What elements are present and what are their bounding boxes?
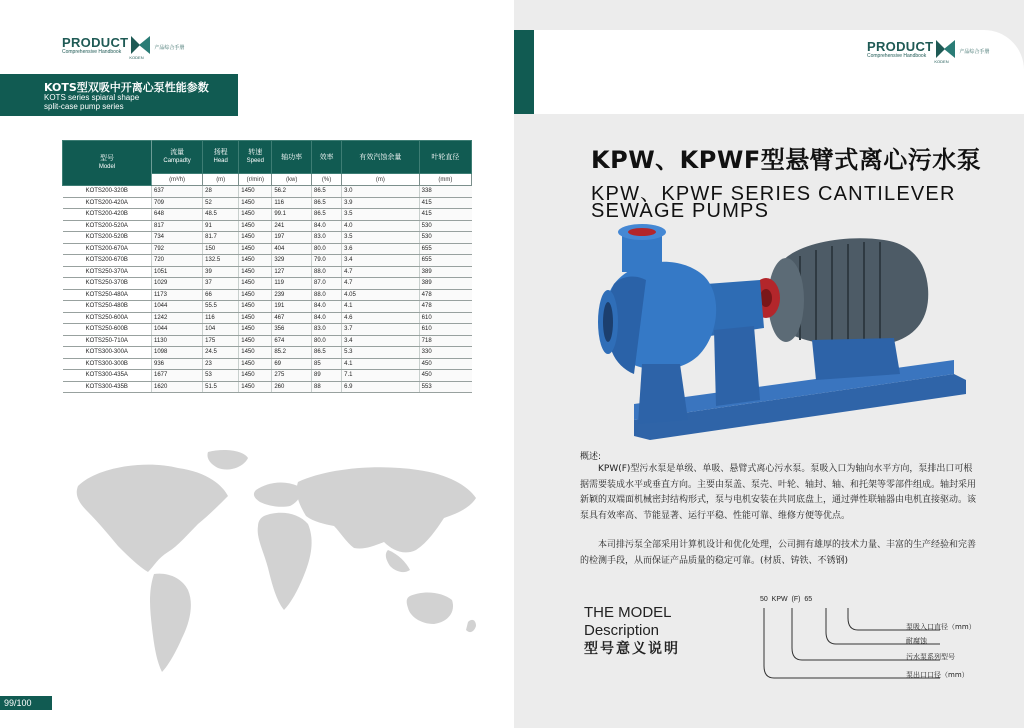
value-cell: 329: [272, 255, 312, 267]
value-cell: 1450: [239, 186, 272, 198]
value-cell: 610: [419, 324, 471, 336]
value-cell: 1450: [239, 370, 272, 382]
header-cn: 扬程: [213, 149, 228, 156]
model-cell: KOTS250-600B: [63, 324, 152, 336]
value-cell: 4.0: [342, 220, 420, 232]
value-cell: 648: [152, 209, 203, 221]
value-cell: 3.4: [342, 335, 420, 347]
value-cell: 3.6: [342, 243, 420, 255]
value-cell: 637: [152, 186, 203, 198]
header-cn: 转速: [248, 149, 263, 156]
value-cell: 674: [272, 335, 312, 347]
table-row: [63, 255, 472, 267]
value-cell: 116: [203, 312, 239, 324]
table-header-cell: [272, 141, 312, 174]
table-row: [63, 381, 472, 393]
value-cell: 37: [203, 278, 239, 290]
koden-logo-icon: KODEN: [131, 36, 151, 56]
value-cell: 478: [419, 301, 471, 313]
koden-logo-icon: KODEN: [936, 40, 956, 60]
value-cell: 55.5: [203, 301, 239, 313]
value-cell: 4.6: [342, 312, 420, 324]
overview-paragraph-2: 本司排污泵全部采用计算机设计和优化处理，公司拥有雄厚的技术力量、丰富的生产经验和完善的检测手段，从而保证产品质量的稳定可靠。(材质、铸铁、不锈钢): [580, 540, 977, 566]
value-cell: 175: [203, 335, 239, 347]
value-cell: 1450: [239, 358, 272, 370]
product-logo-right: [867, 39, 990, 64]
model-cell: KOTS200-670B: [63, 255, 152, 267]
value-cell: 415: [419, 197, 471, 209]
value-cell: 85.2: [272, 347, 312, 359]
value-cell: 1450: [239, 301, 272, 313]
label-series-model: 污水泵系列型号: [906, 653, 955, 661]
model-cell: KOTS250-370A: [63, 266, 152, 278]
product-title-cn: KPW、KPWF型悬臂式离心污水泵: [591, 146, 982, 174]
value-cell: 48.5: [203, 209, 239, 221]
table-header-cell: [203, 141, 239, 174]
value-cell: 1450: [239, 312, 272, 324]
value-cell: 1130: [152, 335, 203, 347]
product-title-en-line1: KPW、KPWF SERIES CANTILEVER: [591, 183, 956, 205]
model-cell: KOTS300-435A: [63, 370, 152, 382]
value-cell: 709: [152, 197, 203, 209]
table-row: [63, 312, 472, 324]
value-cell: 1450: [239, 335, 272, 347]
overview-heading: 概述:: [580, 452, 602, 462]
table-row: [63, 197, 472, 209]
header-cn: 流量: [170, 149, 185, 156]
unit-cell: (m): [342, 174, 420, 186]
section-title-cn: KOTS型双吸中开离心泵性能参数: [44, 81, 209, 94]
logo-sub: Comprehensive Handbook: [62, 49, 122, 55]
sewage-pump-image: [594, 224, 974, 442]
value-cell: 197: [272, 232, 312, 244]
value-cell: 356: [272, 324, 312, 336]
performance-table: [62, 140, 472, 393]
value-cell: 1450: [239, 278, 272, 290]
value-cell: 1620: [152, 381, 203, 393]
value-cell: 610: [419, 312, 471, 324]
value-cell: 4.1: [342, 358, 420, 370]
table-header-cell: [312, 141, 342, 174]
value-cell: 66: [203, 289, 239, 301]
value-cell: 81.7: [203, 232, 239, 244]
table-header-cell: [419, 141, 471, 174]
value-cell: 1029: [152, 278, 203, 290]
value-cell: 127: [272, 266, 312, 278]
model-cell: KOTS300-435B: [63, 381, 152, 393]
value-cell: 86.5: [312, 209, 342, 221]
unit-cell: (kw): [272, 174, 312, 186]
value-cell: 85: [312, 358, 342, 370]
value-cell: 3.5: [342, 209, 420, 221]
table-row: [63, 232, 472, 244]
value-cell: 6.9: [342, 381, 420, 393]
value-cell: 817: [152, 220, 203, 232]
model-cell: KOTS250-480B: [63, 301, 152, 313]
table-header-cell: [152, 141, 203, 174]
table-header-cell: [239, 141, 272, 174]
table-row: [63, 370, 472, 382]
unit-cell: (m): [203, 174, 239, 186]
value-cell: 88.0: [312, 266, 342, 278]
value-cell: 1450: [239, 197, 272, 209]
value-cell: 28: [203, 186, 239, 198]
value-cell: 84.0: [312, 312, 342, 324]
table-row: [63, 289, 472, 301]
value-cell: 104: [203, 324, 239, 336]
value-cell: 1242: [152, 312, 203, 324]
product-logo-left: [62, 35, 185, 60]
value-cell: 84.0: [312, 301, 342, 313]
value-cell: 4.7: [342, 278, 420, 290]
section-title-en: KOTS series spiaral shape split-case pump series: [44, 93, 140, 111]
table-row: [63, 243, 472, 255]
value-cell: 1044: [152, 324, 203, 336]
unit-cell: (%): [312, 174, 342, 186]
value-cell: 119: [272, 278, 312, 290]
logo-cn: 产品综合手册: [154, 45, 185, 51]
value-cell: 415: [419, 209, 471, 221]
model-cell: KOTS200-520A: [63, 220, 152, 232]
header-en: Model: [98, 164, 116, 170]
header-cn: 轴功率: [281, 153, 303, 161]
world-map-image: [58, 446, 508, 682]
overview-paragraph-1: KPW(F)型污水泵是单级、单吸、悬臂式离心污水泵。泵吸入口为轴向水平方向，泵排出口可根据需要装成水平或垂直方向。主要由泵盖、泵壳、叶轮、轴封、轴、和托架等零部件组成。轴封采用新颖的双端面机械密封结构形式，泵与电机安装在共同底盘上，通过弹性联轴器由电机直接驱动。该泵具有效率高、节能显著、运行平稳、性能可靠、维修方便等优点。: [580, 464, 977, 521]
logo-sub: Comprehensive Handbook: [867, 53, 927, 59]
value-cell: 553: [419, 381, 471, 393]
logo-brand: PRODUCT: [867, 39, 934, 54]
value-cell: 655: [419, 243, 471, 255]
value-cell: 89: [312, 370, 342, 382]
value-cell: 86.5: [312, 186, 342, 198]
unit-cell: (r/min): [239, 174, 272, 186]
value-cell: 88: [312, 381, 342, 393]
value-cell: 4.7: [342, 266, 420, 278]
value-cell: 1051: [152, 266, 203, 278]
value-cell: 1450: [239, 324, 272, 336]
table-row: [63, 358, 472, 370]
label-corrosion-resistant: 耐腐蚀: [906, 637, 927, 645]
product-title-en-line2: SEWAGE PUMPS: [591, 200, 770, 222]
model-cell: KOTS200-420A: [63, 197, 152, 209]
unit-cell: (mm): [419, 174, 471, 186]
value-cell: 1450: [239, 220, 272, 232]
value-cell: 241: [272, 220, 312, 232]
model-cell: KOTS250-600A: [63, 312, 152, 324]
value-cell: 1450: [239, 243, 272, 255]
model-cell: KOTS200-670A: [63, 243, 152, 255]
value-cell: 87.0: [312, 278, 342, 290]
value-cell: 91: [203, 220, 239, 232]
table-row: [63, 324, 472, 336]
value-cell: 1173: [152, 289, 203, 301]
value-cell: 88.0: [312, 289, 342, 301]
value-cell: 83.0: [312, 324, 342, 336]
value-cell: 260: [272, 381, 312, 393]
value-cell: 5.3: [342, 347, 420, 359]
value-cell: 389: [419, 278, 471, 290]
value-cell: 734: [152, 232, 203, 244]
label-discharge-diameter: 泵出口口径（mm）: [906, 671, 969, 679]
header-en: Campadty: [163, 158, 191, 164]
header-cn: 型号: [100, 155, 114, 162]
value-cell: 51.5: [203, 381, 239, 393]
value-cell: 389: [419, 266, 471, 278]
value-cell: 338: [419, 186, 471, 198]
model-cell: KOTS250-370B: [63, 278, 152, 290]
model-cell: KOTS250-710A: [63, 335, 152, 347]
value-cell: 1677: [152, 370, 203, 382]
value-cell: 1044: [152, 301, 203, 313]
model-cell: KOTS300-300B: [63, 358, 152, 370]
model-code: 50 KPW (F) 65: [760, 596, 813, 603]
value-cell: 404: [272, 243, 312, 255]
value-cell: 1450: [239, 381, 272, 393]
header-en: Head: [213, 158, 228, 164]
value-cell: 1450: [239, 347, 272, 359]
value-cell: 1450: [239, 209, 272, 221]
value-cell: 99.1: [272, 209, 312, 221]
table-row: [63, 209, 472, 221]
value-cell: 3.0: [342, 186, 420, 198]
header-cn: 有效汽蚀余量: [359, 153, 402, 161]
table-row: [63, 347, 472, 359]
value-cell: 1450: [239, 255, 272, 267]
header-cn: 叶轮直径: [431, 153, 460, 161]
value-cell: 530: [419, 220, 471, 232]
model-cell: KOTS300-300A: [63, 347, 152, 359]
model-cell: KOTS200-520B: [63, 232, 152, 244]
value-cell: 116: [272, 197, 312, 209]
value-cell: 1450: [239, 266, 272, 278]
value-cell: 39: [203, 266, 239, 278]
value-cell: 56.2: [272, 186, 312, 198]
value-cell: 450: [419, 370, 471, 382]
value-cell: 467: [272, 312, 312, 324]
value-cell: 52: [203, 197, 239, 209]
value-cell: 1450: [239, 232, 272, 244]
model-cell: KOTS200-420B: [63, 209, 152, 221]
table-row: [63, 220, 472, 232]
table-header-cell: [63, 141, 152, 186]
value-cell: 1098: [152, 347, 203, 359]
value-cell: 1450: [239, 289, 272, 301]
label-suction-diameter: 泵吸入口直径（mm）: [906, 623, 976, 631]
value-cell: 4.1: [342, 301, 420, 313]
value-cell: 450: [419, 358, 471, 370]
table-header-cell: [342, 141, 420, 174]
model-description-title: THE MODEL Description 型号意义说明: [584, 604, 680, 657]
model-cell: KOTS250-480A: [63, 289, 152, 301]
value-cell: 80.0: [312, 335, 342, 347]
value-cell: 3.5: [342, 232, 420, 244]
table-row: [63, 186, 472, 198]
value-cell: 720: [152, 255, 203, 267]
value-cell: 84.0: [312, 220, 342, 232]
value-cell: 3.7: [342, 324, 420, 336]
value-cell: 24.5: [203, 347, 239, 359]
value-cell: 655: [419, 255, 471, 267]
value-cell: 275: [272, 370, 312, 382]
value-cell: 330: [419, 347, 471, 359]
value-cell: 3.4: [342, 255, 420, 267]
value-cell: 23: [203, 358, 239, 370]
value-cell: 792: [152, 243, 203, 255]
table-row: [63, 266, 472, 278]
value-cell: 3.9: [342, 197, 420, 209]
value-cell: 530: [419, 232, 471, 244]
logo-brand: PRODUCT: [62, 35, 129, 50]
value-cell: 478: [419, 289, 471, 301]
table-row: [63, 278, 472, 290]
header-green-edge: [514, 30, 534, 114]
value-cell: 936: [152, 358, 203, 370]
page-number: 99/100: [0, 696, 52, 710]
value-cell: 239: [272, 289, 312, 301]
value-cell: 150: [203, 243, 239, 255]
unit-cell: (m³/h): [152, 174, 203, 186]
value-cell: 718: [419, 335, 471, 347]
value-cell: 132.5: [203, 255, 239, 267]
value-cell: 7.1: [342, 370, 420, 382]
value-cell: 86.5: [312, 347, 342, 359]
table-row: [63, 335, 472, 347]
table-row: [63, 301, 472, 313]
header-en: Speed: [246, 158, 264, 164]
model-cell: KOTS200-320B: [63, 186, 152, 198]
value-cell: 191: [272, 301, 312, 313]
value-cell: 4.05: [342, 289, 420, 301]
value-cell: 53: [203, 370, 239, 382]
value-cell: 69: [272, 358, 312, 370]
value-cell: 86.5: [312, 197, 342, 209]
value-cell: 83.0: [312, 232, 342, 244]
value-cell: 80.0: [312, 243, 342, 255]
logo-cn: 产品综合手册: [959, 49, 990, 55]
header-cn: 效率: [319, 153, 334, 161]
right-page: [514, 0, 1024, 728]
value-cell: 79.0: [312, 255, 342, 267]
